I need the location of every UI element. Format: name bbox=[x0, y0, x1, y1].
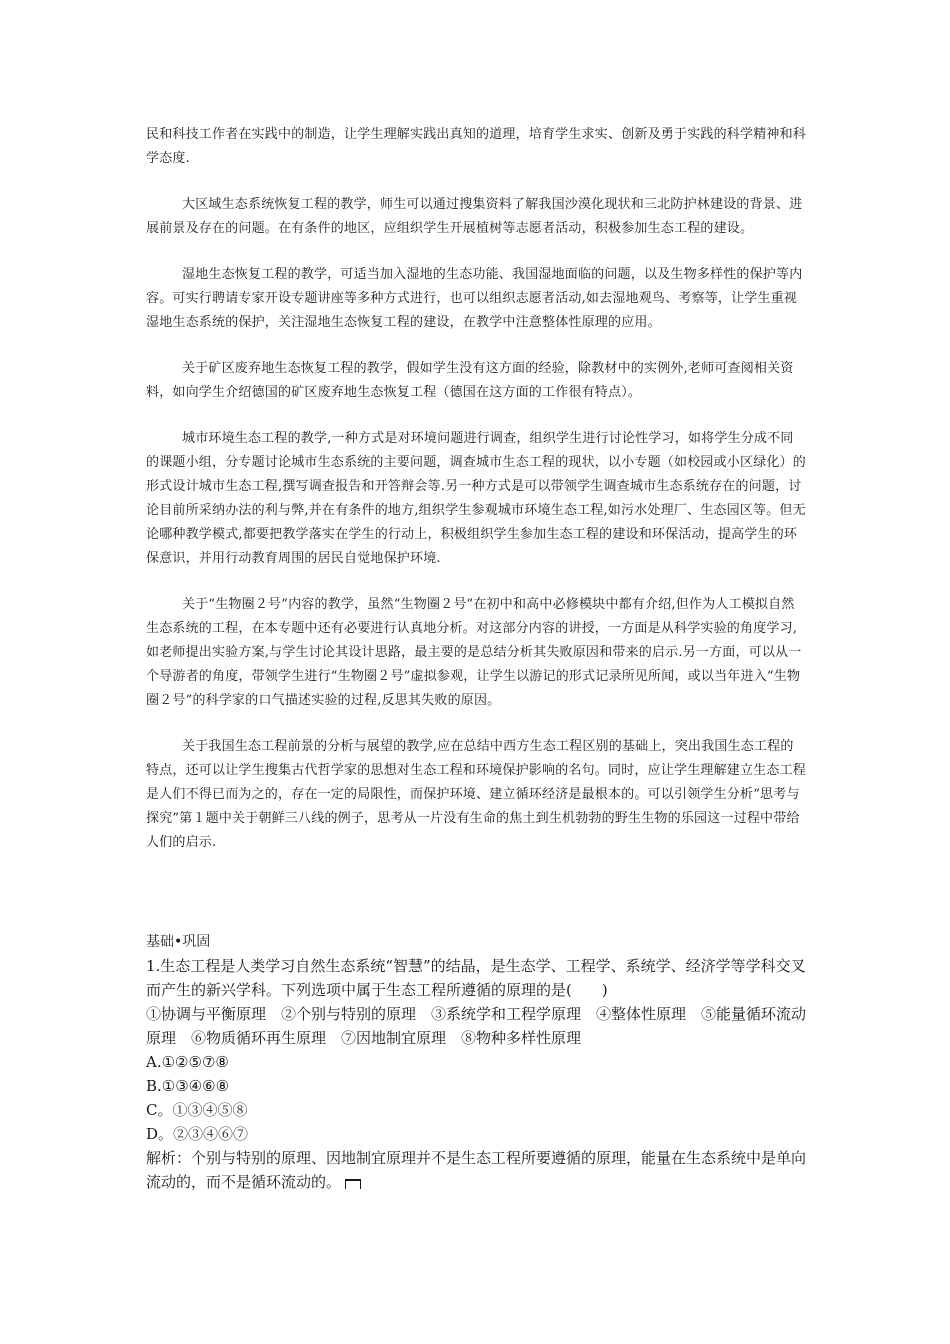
paragraph-mine-restoration: 关于矿区废弃地生态恢复工程的教学，假如学生没有这方面的经验，除教材中的实例外,老师可查阅相关资料，如向学生介绍德国的矿区废弃地生态恢复工程（德国在这方面的工作很有特点）。 bbox=[146, 361, 794, 400]
option-d: D。②③④⑥⑦ bbox=[146, 1125, 249, 1143]
option-b: B.①③④⑥⑧ bbox=[146, 1077, 230, 1095]
paragraph-intro-continuation: 民和科技工作者在实践中的制造，让学生理解实践出真知的道理，培育学生求实、创新及勇于实践的科学精神和科学态度. bbox=[146, 127, 807, 166]
option-c: C。①③④⑤⑧ bbox=[146, 1101, 248, 1119]
paragraph-wetland-restoration: 湿地生态恢复工程的教学，可适当加入湿地的生态功能、我国湿地面临的问题，以及生物多样性的保护等内容。可实行聘请专家开设专题讲座等多种方式进行，也可以组织志愿者活动,如去湿地观鸟、考察等，让学生重视湿地生态系统的保护，关注湿地生态恢复工程的建设，在教学中注意整体性原理的应用。 bbox=[146, 267, 803, 330]
end-mark-icon bbox=[345, 1179, 361, 1189]
paragraph-regional-restoration: 大区域生态系统恢复工程的教学，师生可以通过搜集资料了解我国沙漠化现状和三北防护林建设的背景、进展前景及存在的问题。在有条件的地区，应组织学生开展植树等志愿者活动，积极参加生态工程的建设。 bbox=[146, 197, 803, 236]
paragraph-biosphere-2: 关于“生物圈２号”内容的教学，虽然“生物圈２号”在初中和高中必修模块中都有介绍,但作为人工模拟自然生态系统的工程，在本专题中还有必要进行认真地分析。对这部分内容的讲授，一方面是从科学实验的角度学习,如老师提出实验方案,与学生讨论其设计思路，最主要的是总结分析其失败原因和带来的启示.另一方面，可以从一个导游者的角度，带领学生进行“生物圈２号”虚拟参观，让学生以游记的形式记录所见所闻，或以当年进入“生物圈２号”的科学家的口气描述实验的过程,反思其失败的原因。 bbox=[146, 597, 802, 708]
question-stem: 1.生态工程是人类学习自然生态系统“智慧”的结晶，是生态学、工程学、系统学、经济学等学科交叉而产生的新兴学科。下列选项中属于生态工程所遵循的原理的是( ) bbox=[146, 957, 806, 999]
section-heading: 基础•巩固 bbox=[146, 934, 211, 950]
analysis-text: 解析：个别与特别的原理、因地制宜原理并不是生态工程所要遵循的原理，能量在生态系统中是单向流动的，而不是循环流动的。 bbox=[146, 1149, 807, 1191]
answer-analysis bbox=[146, 1146, 811, 1194]
principle-list: ①协调与平衡原理 ②个别与特别的原理 ③系统学和工程学原理 ④整体性原理 ⑤能量循环流动原理 ⑥物质循环再生原理 ⑦因地制宜原理 ⑧物种多样性原理 bbox=[146, 1005, 807, 1047]
option-a: A.①②⑤⑦⑧ bbox=[146, 1053, 229, 1071]
exercise-section bbox=[146, 930, 811, 1194]
teaching-notes bbox=[146, 123, 806, 877]
paragraph-city-ecology: 城市环境生态工程的教学,一种方式是对环境问题进行调查，组织学生进行讨论性学习，如将学生分成不同的课题小组，分专题讨论城市生态系统的主要问题，调查城市生态工程的现状，以小专题（如校园或小区绿化）的形式设计城市生态工程,撰写调查报告和开答辩会等.另一种方式是可以带领学生调查城市生态系统存在的问题，讨论目前所采纳办法的利与弊,并在有条件的地方,组织学生参观城市环境生态工程,如污水处理厂、生态园区等。但无论哪种教学模式,都要把教学落实在学生的行动上，积极组织学生参加生态工程的建设和环保活动，提高学生的环保意识，并用行动教育周围的居民自觉地保护环境. bbox=[146, 431, 807, 566]
paragraph-prospect: 关于我国生态工程前景的分析与展望的教学,应在总结中西方生态工程区别的基础上，突出我国生态工程的特点，还可以让学生搜集古代哲学家的思想对生态工程和环境保护影响的名句。同时，应让学生理解建立生态工程是人们不得已而为之的，存在一定的局限性，而保护环境、建立循环经济是最根本的。可以引领学生分析“思考与探究”第１题中关于朝鲜三八线的例子，思考从一片没有生命的焦土到生机勃勃的野生生物的乐园这一过程中带给人们的启示. bbox=[146, 739, 807, 850]
